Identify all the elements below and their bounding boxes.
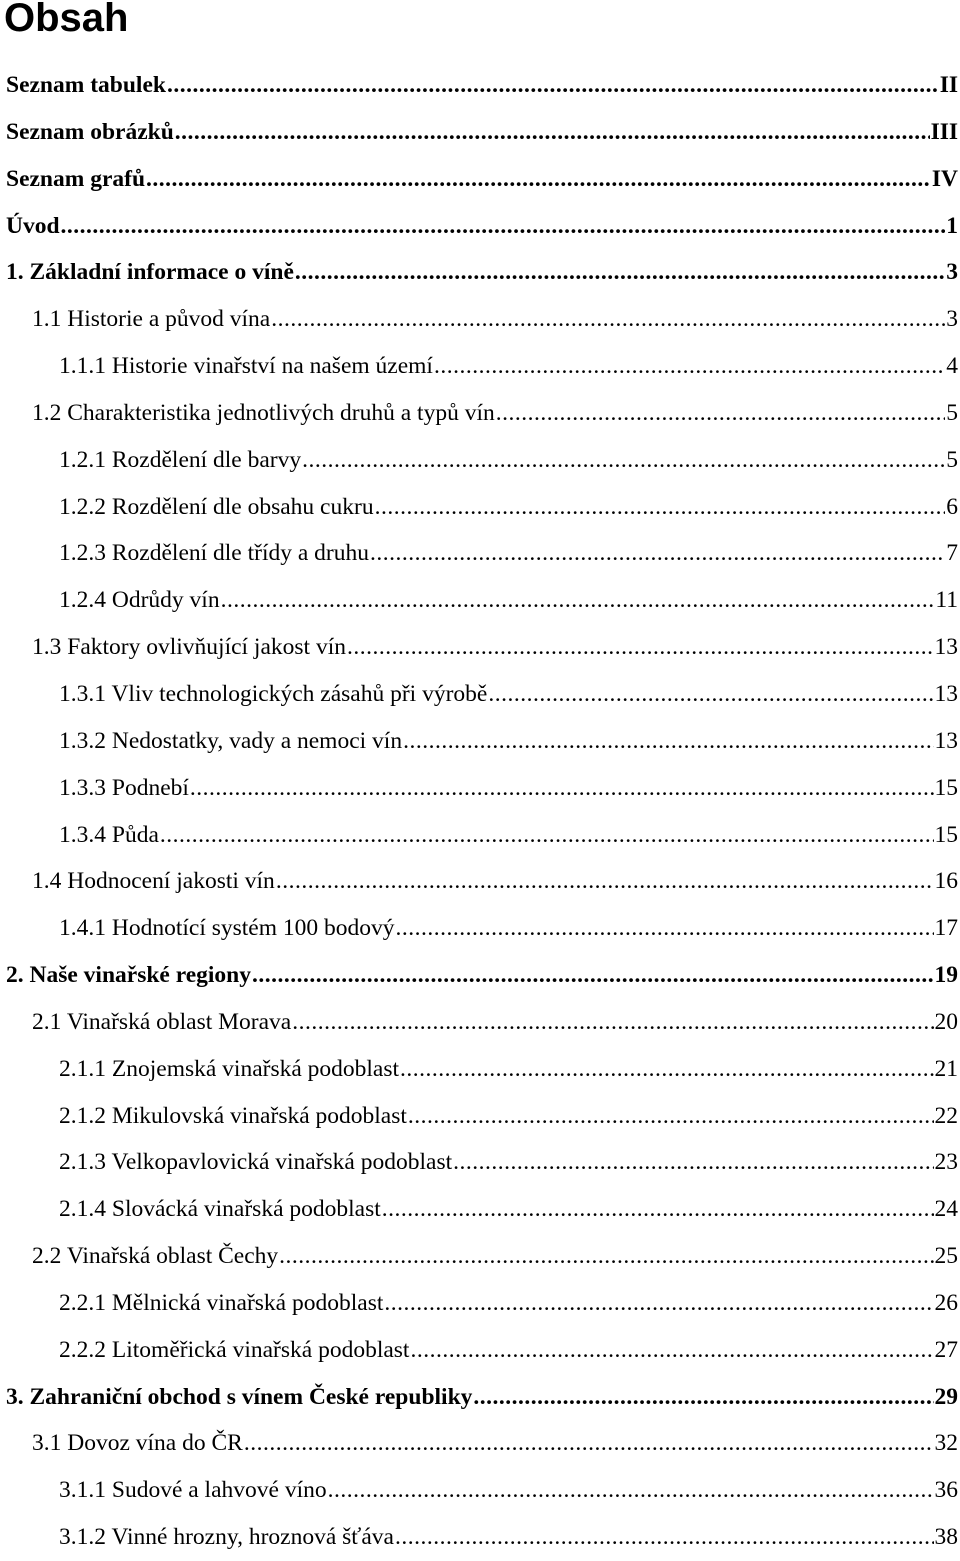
dot-leader xyxy=(279,1233,933,1280)
dot-leader xyxy=(382,1186,934,1233)
toc-entry[interactable] xyxy=(0,390,960,437)
toc-entry-title: 1. Základní informace o víně xyxy=(6,259,294,286)
toc-entry-page-number: 38 xyxy=(934,1524,958,1551)
dot-leader xyxy=(244,1420,934,1467)
toc-entry-title: Seznam obrázků xyxy=(6,118,174,145)
toc-entry-page-number: 13 xyxy=(934,634,958,661)
toc-entry[interactable] xyxy=(0,952,960,999)
toc-entry-page-number: 5 xyxy=(946,399,958,426)
toc-entry-page-number: 3 xyxy=(946,259,958,286)
toc-entry[interactable] xyxy=(0,1420,960,1467)
toc-entry-page-number: 13 xyxy=(934,680,958,707)
toc-entry-title: 2.1.4 Slovácká vinařská podoblast xyxy=(59,1196,381,1223)
dot-leader xyxy=(396,905,934,952)
toc-entry-page-number: 15 xyxy=(934,821,958,848)
dot-leader xyxy=(347,624,934,671)
toc-entry-page-number: 17 xyxy=(934,915,958,942)
dot-leader xyxy=(276,858,934,905)
toc-entry-page-number: 23 xyxy=(934,1149,958,1176)
toc-entry[interactable] xyxy=(0,1139,960,1186)
toc-entry-page-number: 6 xyxy=(946,493,958,520)
toc-entry[interactable] xyxy=(0,1280,960,1327)
dot-leader xyxy=(453,1139,933,1186)
toc-entry[interactable] xyxy=(0,343,960,390)
toc-entry-title: 1.3.3 Podnebí xyxy=(59,774,189,801)
toc-entry-title: 1.3.2 Nedostatky, vady a nemoci vín xyxy=(59,727,403,754)
toc-entry-page-number: IV xyxy=(931,165,958,192)
dot-leader xyxy=(375,484,946,531)
toc-entry[interactable] xyxy=(0,530,960,577)
toc-entry[interactable] xyxy=(0,671,960,718)
page-title: Obsah xyxy=(4,0,129,40)
toc-entry[interactable] xyxy=(0,999,960,1046)
toc-entry-page-number: 25 xyxy=(934,1243,958,1270)
toc-entry[interactable] xyxy=(0,296,960,343)
dot-leader xyxy=(408,1093,934,1140)
dot-leader xyxy=(496,390,946,437)
dot-leader xyxy=(271,296,945,343)
toc-entry[interactable] xyxy=(0,1327,960,1374)
toc-entry[interactable] xyxy=(0,905,960,952)
dot-leader xyxy=(328,1467,934,1514)
toc-entry-title: 1.2.1 Rozdělení dle barvy xyxy=(59,446,302,473)
toc-entry-page-number: 11 xyxy=(935,587,958,614)
toc-entry[interactable] xyxy=(0,812,960,859)
toc-entry-title: 1.3 Faktory ovlivňující jakost vín xyxy=(32,634,346,661)
dot-leader xyxy=(160,812,934,859)
toc-entry-page-number: 16 xyxy=(934,868,958,895)
toc-entry-title: 1.4.1 Hodnotící systém 100 bodový xyxy=(59,915,395,942)
toc-entry-page-number: 36 xyxy=(934,1477,958,1504)
toc-entry-title: 3. Zahraniční obchod s vínem České republiky xyxy=(6,1383,473,1410)
toc-entry-title: 3.1 Dovoz vína do ČR xyxy=(32,1430,243,1457)
toc-entry-title: 1.4 Hodnocení jakosti vín xyxy=(32,868,275,895)
dot-leader xyxy=(175,109,930,156)
toc-entry-title: 1.2.3 Rozdělení dle třídy a druhu xyxy=(59,540,369,567)
toc-entry-page-number: 22 xyxy=(934,1102,958,1129)
toc-entry[interactable] xyxy=(0,156,960,203)
toc-entry-page-number: 19 xyxy=(934,962,958,989)
toc-entry[interactable] xyxy=(0,1093,960,1140)
toc-entry[interactable] xyxy=(0,249,960,296)
dot-leader xyxy=(292,999,933,1046)
dot-leader xyxy=(302,437,945,484)
toc-entry[interactable] xyxy=(0,1374,960,1421)
toc-entry[interactable] xyxy=(0,624,960,671)
toc-entry-page-number: 20 xyxy=(934,1008,958,1035)
toc-entry[interactable] xyxy=(0,1233,960,1280)
toc-entry-title: 3.1.1 Sudové a lahvové víno xyxy=(59,1477,327,1504)
toc-entry[interactable] xyxy=(0,1046,960,1093)
toc-entry-title: Seznam tabulek xyxy=(6,72,166,98)
toc-entry-page-number: 32 xyxy=(934,1430,958,1457)
dot-leader xyxy=(221,577,935,624)
toc-entry-title: 2.2.2 Litoměřická vinařská podoblast xyxy=(59,1336,410,1363)
toc-entry-page-number: III xyxy=(930,118,958,145)
dot-leader xyxy=(395,1514,934,1561)
dot-leader xyxy=(167,62,939,109)
dot-leader xyxy=(473,1374,933,1421)
toc-entry-title: 1.1 Historie a původ vína xyxy=(32,306,271,333)
toc-entry-page-number: 21 xyxy=(934,1055,958,1082)
toc-entry-title: 1.2.4 Odrůdy vín xyxy=(59,587,220,614)
toc-entry[interactable] xyxy=(0,1186,960,1233)
dot-leader xyxy=(384,1280,933,1327)
dot-leader xyxy=(410,1327,933,1374)
toc-entry-title: 1.2 Charakteristika jednotlivých druhů a typů vín xyxy=(32,399,495,426)
toc-entry-title: 2.1 Vinařská oblast Morava xyxy=(32,1008,292,1035)
toc-entry-title: 1.1.1 Historie vinařství na našem území xyxy=(59,353,433,380)
toc-entry-page-number: 7 xyxy=(946,540,958,567)
toc-entry-page-number: 15 xyxy=(934,774,958,801)
toc-entry[interactable] xyxy=(0,484,960,531)
toc-entry[interactable] xyxy=(0,577,960,624)
dot-leader xyxy=(403,718,933,765)
toc-entry-title: 2.2 Vinařská oblast Čechy xyxy=(32,1243,279,1270)
toc-entry-title: 2.1.3 Velkopavlovická vinařská podoblast xyxy=(59,1149,453,1176)
dot-leader xyxy=(190,765,934,812)
toc-entry[interactable] xyxy=(0,858,960,905)
toc-entry-page-number: II xyxy=(939,72,958,98)
dot-leader xyxy=(252,952,933,999)
dot-leader xyxy=(61,203,946,250)
toc-entry[interactable] xyxy=(0,1467,960,1514)
toc-entry-title: 1.2.2 Rozdělení dle obsahu cukru xyxy=(59,493,374,520)
toc-list xyxy=(0,62,960,1561)
toc-entry[interactable] xyxy=(0,203,960,250)
toc-entry-title: 2.1.2 Mikulovská vinařská podoblast xyxy=(59,1102,407,1129)
dot-leader xyxy=(146,156,931,203)
dot-leader xyxy=(295,249,945,296)
toc-entry-page-number: 29 xyxy=(934,1383,958,1410)
toc-entry[interactable] xyxy=(0,62,960,109)
toc-entry[interactable] xyxy=(0,718,960,765)
toc-entry-title: 3.1.2 Vinné hrozny, hroznová šťáva xyxy=(59,1524,394,1551)
toc-entry-title: 1.3.4 Půda xyxy=(59,821,159,848)
toc-entry-page-number: 3 xyxy=(946,306,958,333)
dot-leader xyxy=(488,671,933,718)
toc-entry[interactable] xyxy=(0,765,960,812)
toc-entry[interactable] xyxy=(0,437,960,484)
toc-entry-title: 2. Naše vinařské regiony xyxy=(6,962,252,989)
toc-entry-page-number: 5 xyxy=(946,446,958,473)
toc-entry-page-number: 26 xyxy=(934,1289,958,1316)
toc-entry-page-number: 1 xyxy=(946,212,958,239)
toc-entry-page-number: 13 xyxy=(934,727,958,754)
toc-entry-title: Seznam grafů xyxy=(6,165,146,192)
dot-leader xyxy=(434,343,945,390)
toc-entry[interactable] xyxy=(0,109,960,156)
toc-entry-page-number: 27 xyxy=(934,1336,958,1363)
toc-entry-title: 1.3.1 Vliv technologických zásahů při výrobě xyxy=(59,680,488,707)
dot-leader xyxy=(400,1046,933,1093)
toc-entry[interactable] xyxy=(0,1514,960,1561)
toc-entry-title: 2.1.1 Znojemská vinařská podoblast xyxy=(59,1055,400,1082)
toc-entry-page-number: 4 xyxy=(946,353,958,380)
toc-entry-title: 2.2.1 Mělnická vinařská podoblast xyxy=(59,1289,384,1316)
toc-entry-page-number: 24 xyxy=(934,1196,958,1223)
dot-leader xyxy=(370,530,945,577)
toc-entry-title: Úvod xyxy=(6,212,60,239)
